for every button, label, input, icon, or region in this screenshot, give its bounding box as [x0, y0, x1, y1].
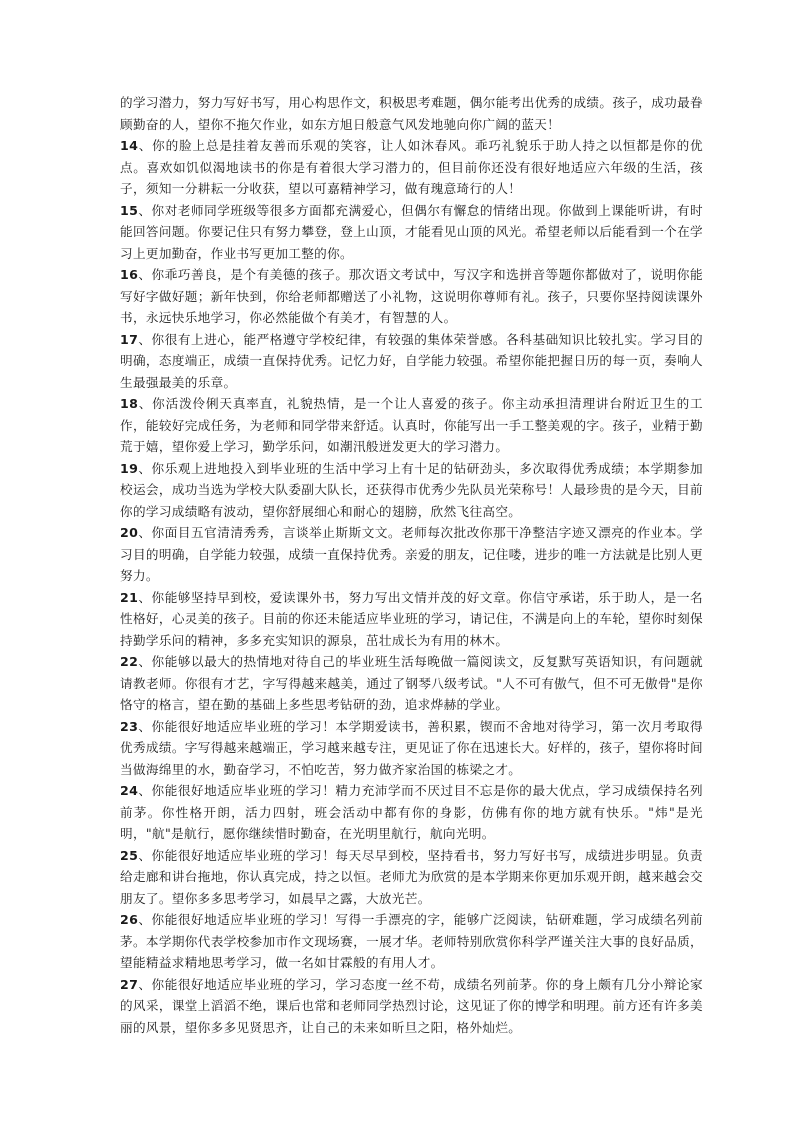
comment-text: 、你的脸上总是挂着友善而乐观的笑容，让人如沐春风。乖巧礼貌乐于助人持之以恒都是你的优点。喜欢如饥似渴地读书的你是有着很大学习潜力的，但目前你还没有很好地适应六年级的生活，孩子，须知一分耕耘一分收获，望以可嘉精神学习，做有瑰意琦行的人！ — [120, 138, 703, 196]
comment-number: 25 — [120, 847, 139, 863]
comment-text: 、你很有上进心，能严格遵守学校纪律，有较强的集体荣誉感。各科基础知识比较扎实。学习目的明确，态度端正，成绩一直保持优秀。记忆力好，自学能力较强。希望你能把握日历的每一页，奏响人生最强最美的乐章。 — [120, 331, 703, 390]
comment-text: 、你能很好地适应毕业班的学习！精力充沛学而不厌过目不忘是你的最大优点，学习成绩保持名列前茅。你性格开朗，活力四射，班会活动中都有你的身影，仿佛有你的地方就有快乐。"炜"是光明，"航"是航行，愿你继续惜时勤奋，在光明里航行，航向光明。 — [120, 783, 703, 841]
comment-number: 18 — [120, 396, 139, 411]
comment-number: 17 — [120, 331, 139, 347]
comment-entry — [120, 458, 703, 523]
comment-entry — [120, 200, 703, 265]
comment-text: 、你活泼伶俐天真率直，礼貌热情，是一个让人喜爱的孩子。你主动承担清理讲台附近卫生的工作，能较好完成任务，为老师和同学带来舒适。认真时，你能写出一手工整美观的字。孩子，业精于勤荒于嬉，望你爱上学习，勤学乐问，如潮汛般迸发更大的学习潜力。 — [120, 396, 703, 454]
comment-text: 、你乖巧善良，是个有美德的孩子。那次语文考试中，写汉字和选拼音等题你都做对了，说明你能写好字做好题；新年快到，你给老师都赠送了小礼物，这说明你尊师有礼。孩子，只要你坚持阅读课外书，永远快乐地学习，你必然能做个有美才，有智慧的人。 — [120, 267, 703, 325]
comment-entry — [120, 135, 703, 200]
comment-entry — [120, 974, 703, 1039]
comment-entry — [120, 909, 703, 974]
comment-entry — [120, 329, 703, 394]
comment-text: 、你能很好地适应毕业班的学习！每天尽早到校，坚持看书，努力写好书写，成绩进步明显。负责给走廊和讲台拖地，你认真完成，持之以恒。老师尤为欣赏的是本学期来你更加乐观开朗，越来越会交朋友了。望你多多思考学习，如晨早之露，大放光芒。 — [120, 847, 703, 906]
comment-number: 22 — [120, 654, 139, 669]
comment-list — [120, 135, 703, 1038]
comment-entry — [120, 522, 703, 587]
comment-number: 14 — [120, 138, 139, 153]
comment-number: 23 — [120, 718, 139, 734]
intro-paragraph: 的学习潜力，努力写好书写，用心构思作文，积极思考难题，偶尔能考出优秀的成绩。孩子，成功最眷顾勤奋的人，望你不拖欠作业，如东方旭日般意气风发地驰向你广阔的蓝天！ — [120, 95, 703, 132]
comment-entry — [120, 587, 703, 652]
comment-entry — [120, 393, 703, 458]
comment-text: 、你能够以最大的热情地对待自己的毕业班生活每晚做一篇阅读文，反复默写英语知识，有问题就请教老师。你很有才艺，字写得越来越美，通过了钢琴八级考试。"人不可有傲气，但不可无傲骨"是你恪守的格言，望在勤的基础上多些思考钻研的劲，追求烨赫的学业。 — [120, 654, 703, 712]
comment-number: 21 — [120, 589, 139, 605]
comment-entry — [120, 780, 703, 845]
comment-text: 、你对老师同学班级等很多方面都充满爱心，但偶尔有懈怠的情绪出现。你做到上课能听讲，有时能回答问题。你要记住只有努力攀登，登上山顶，才能看见山顶的风光。希望老师以后能看到一个在学习上更加勤奋，作业书写更加工整的你。 — [120, 202, 703, 261]
comment-entry — [120, 651, 703, 716]
comment-text: 、你能很好地适应毕业班的学习！写得一手漂亮的字，能够广泛阅读，钻研难题，学习成绩名列前茅。本学期你代表学校参加市作文现场赛，一展才华。老师特别欣赏你科学严谨关注大事的良好品质，望能精益求精地思考学习，做一名如甘霖般的有用人才。 — [120, 912, 703, 970]
comment-text: 、你能很好地适应毕业班的学习！本学期爱读书，善积累，锲而不舍地对待学习，第一次月考取得优秀成绩。字写得越来越端正，学习越来越专注，更见证了你在迅速长大。好样的，孩子，望你将时间当做海绵里的水，勤奋学习，不怕吃苦，努力做齐家治国的栋梁之才。 — [120, 718, 703, 777]
comment-number: 20 — [120, 525, 139, 540]
comment-number: 16 — [120, 267, 139, 282]
comment-number: 15 — [120, 202, 139, 218]
comment-text: 、你能够坚持早到校，爱读课外书，努力写出文情并茂的好文章。你信守承诺，乐于助人，是一名性格好，心灵美的孩子。目前的你还未能适应毕业班的学习，请记住，不满是向上的车轮，望你时刻保持勤学乐问的精神，多多充实知识的源泉，茁壮成长为有用的林木。 — [120, 589, 703, 648]
comment-text: 、你能很好地适应毕业班的学习，学习态度一丝不苟，成绩名列前茅。你的身上颇有几分小辩论家的风采，课堂上滔滔不绝，课后也常和老师同学热烈讨论，这见证了你的博学和明理。前方还有许多美丽的风景，望你多多见贤思齐，让自己的未来如昕旦之阳，格外灿烂。 — [120, 976, 703, 1035]
comment-text: 、你乐观上进地投入到毕业班的生活中学习上有十足的钻研劲头，多次取得优秀成绩；本学期参加校运会，成功当选为学校大队委副大队长，还获得市优秀少先队员光荣称号！人最珍贵的是今天，目前你的学习成绩略有波动，望你舒展细心和耐心的翅膀，欣然飞往高空。 — [120, 460, 703, 519]
comment-text: 、你面目五官清清秀秀，言谈举止斯斯文文。老师每次批改你那干净整洁字迹又漂亮的作业本。学习目的明确，自学能力较强，成绩一直保持优秀。亲爱的朋友，记住喽，进步的唯一方法就是比别人更努力。 — [120, 525, 703, 583]
comment-entry — [120, 845, 703, 910]
comment-number: 19 — [120, 460, 139, 476]
comment-number: 26 — [120, 912, 139, 927]
comment-entry — [120, 264, 703, 329]
comment-number: 24 — [120, 783, 139, 798]
comment-entry — [120, 716, 703, 781]
comment-number: 27 — [120, 976, 139, 992]
